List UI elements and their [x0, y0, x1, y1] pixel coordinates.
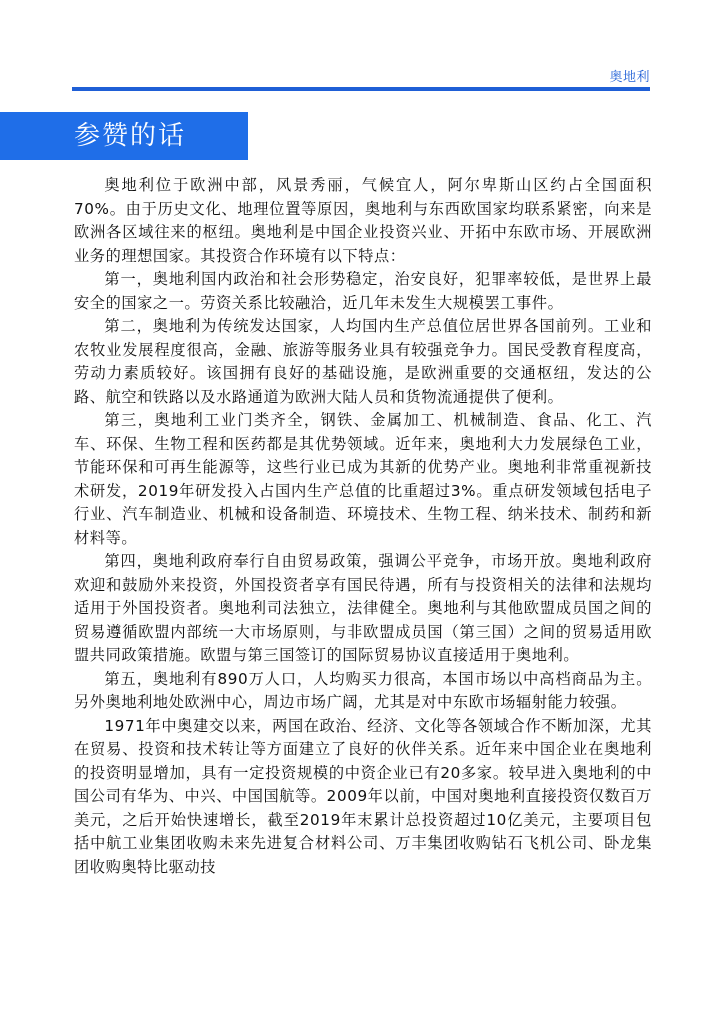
- section-title: 参赞的话: [74, 121, 187, 151]
- body-text: [74, 174, 652, 879]
- paragraph-point-1: 第一，奥地利国内政治和社会形势稳定，治安良好，犯罪率较低，是世界上最安全的国家之一。劳资关系比较融洽，近几年未发生大规模罢工事件。: [74, 270, 652, 312]
- paragraph-bilateral: 1971年中奥建交以来，两国在政治、经济、文化等各领域合作不断加深，尤其在贸易、投资和技术转让等方面建立了良好的伙伴关系。近年来中国企业在奥地利的投资明显增加，具有一定投资规模的中资企业已有20多家。较早进入奥地利的中国公司有华为、中兴、中国国航等。2009年以前，中国对奥地利直接投资仅数百万美元，之后开始快速增长，截至2019年末累计总投资超过10亿美元，主要项目包括中航工业集团收购未来先进复合材料公司、万丰集团收购钻石飞机公司、卧龙集团收购奥特比驱动技: [74, 716, 652, 876]
- paragraph-intro: 奥地利位于欧洲中部，风景秀丽，气候宜人，阿尔卑斯山区约占全国面积70%。由于历史文化、地理位置等原因，奥地利与东西欧国家均联系紧密，向来是欧洲各区域往来的枢纽。奥地利是中国企业投资兴业、开拓中东欧市场、开展欧洲业务的理想国家。其投资合作环境有以下特点：: [74, 176, 652, 265]
- header-rule: [72, 87, 650, 91]
- paragraph-point-4: 第四，奥地利政府奉行自由贸易政策，强调公平竞争，市场开放。奥地利政府欢迎和鼓励外来投资，外国投资者享有国民待遇，所有与投资相关的法律和法规均适用于外国投资者。奥地利司法独立，法律健全。奥地利与其他欧盟成员国之间的贸易遵循欧盟内部统一大市场原则，与非欧盟成员国（第三国）之间的贸易适用欧盟共同政策措施。欧盟与第三国签订的国际贸易协议直接适用于奥地利。: [74, 552, 652, 664]
- paragraph-point-5: 第五，奥地利有890万人口，人均购买力很高，本国市场以中高档商品为主。另外奥地利地处欧洲中心，周边市场广阔，尤其是对中东欧市场辐射能力较强。: [74, 669, 652, 711]
- paragraph-point-3: 第三，奥地利工业门类齐全，钢铁、金属加工、机械制造、食品、化工、汽车、环保、生物工程和医药都是其优势领域。近年来，奥地利大力发展绿色工业，节能环保和可再生能源等，这些行业已成为其新的优势产业。奥地利非常重视新技术研发，2019年研发投入占国内生产总值的比重超过3%。重点研发领域包括电子行业、汽车制造业、机械和设备制造、环境技术、生物工程、纳米技术、制药和新材料等。: [74, 411, 652, 547]
- paragraph-point-2: 第二，奥地利为传统发达国家，人均国内生产总值位居世界各国前列。工业和农牧业发展程度很高，金融、旅游等服务业具有较强竞争力。国民受教育程度高，劳动力素质较好。该国拥有良好的基础设施，是欧洲重要的交通枢纽，发达的公路、航空和铁路以及水路通道为欧洲大陆人员和货物流通提供了便利。: [74, 317, 652, 406]
- running-header: 奥地利: [609, 70, 650, 85]
